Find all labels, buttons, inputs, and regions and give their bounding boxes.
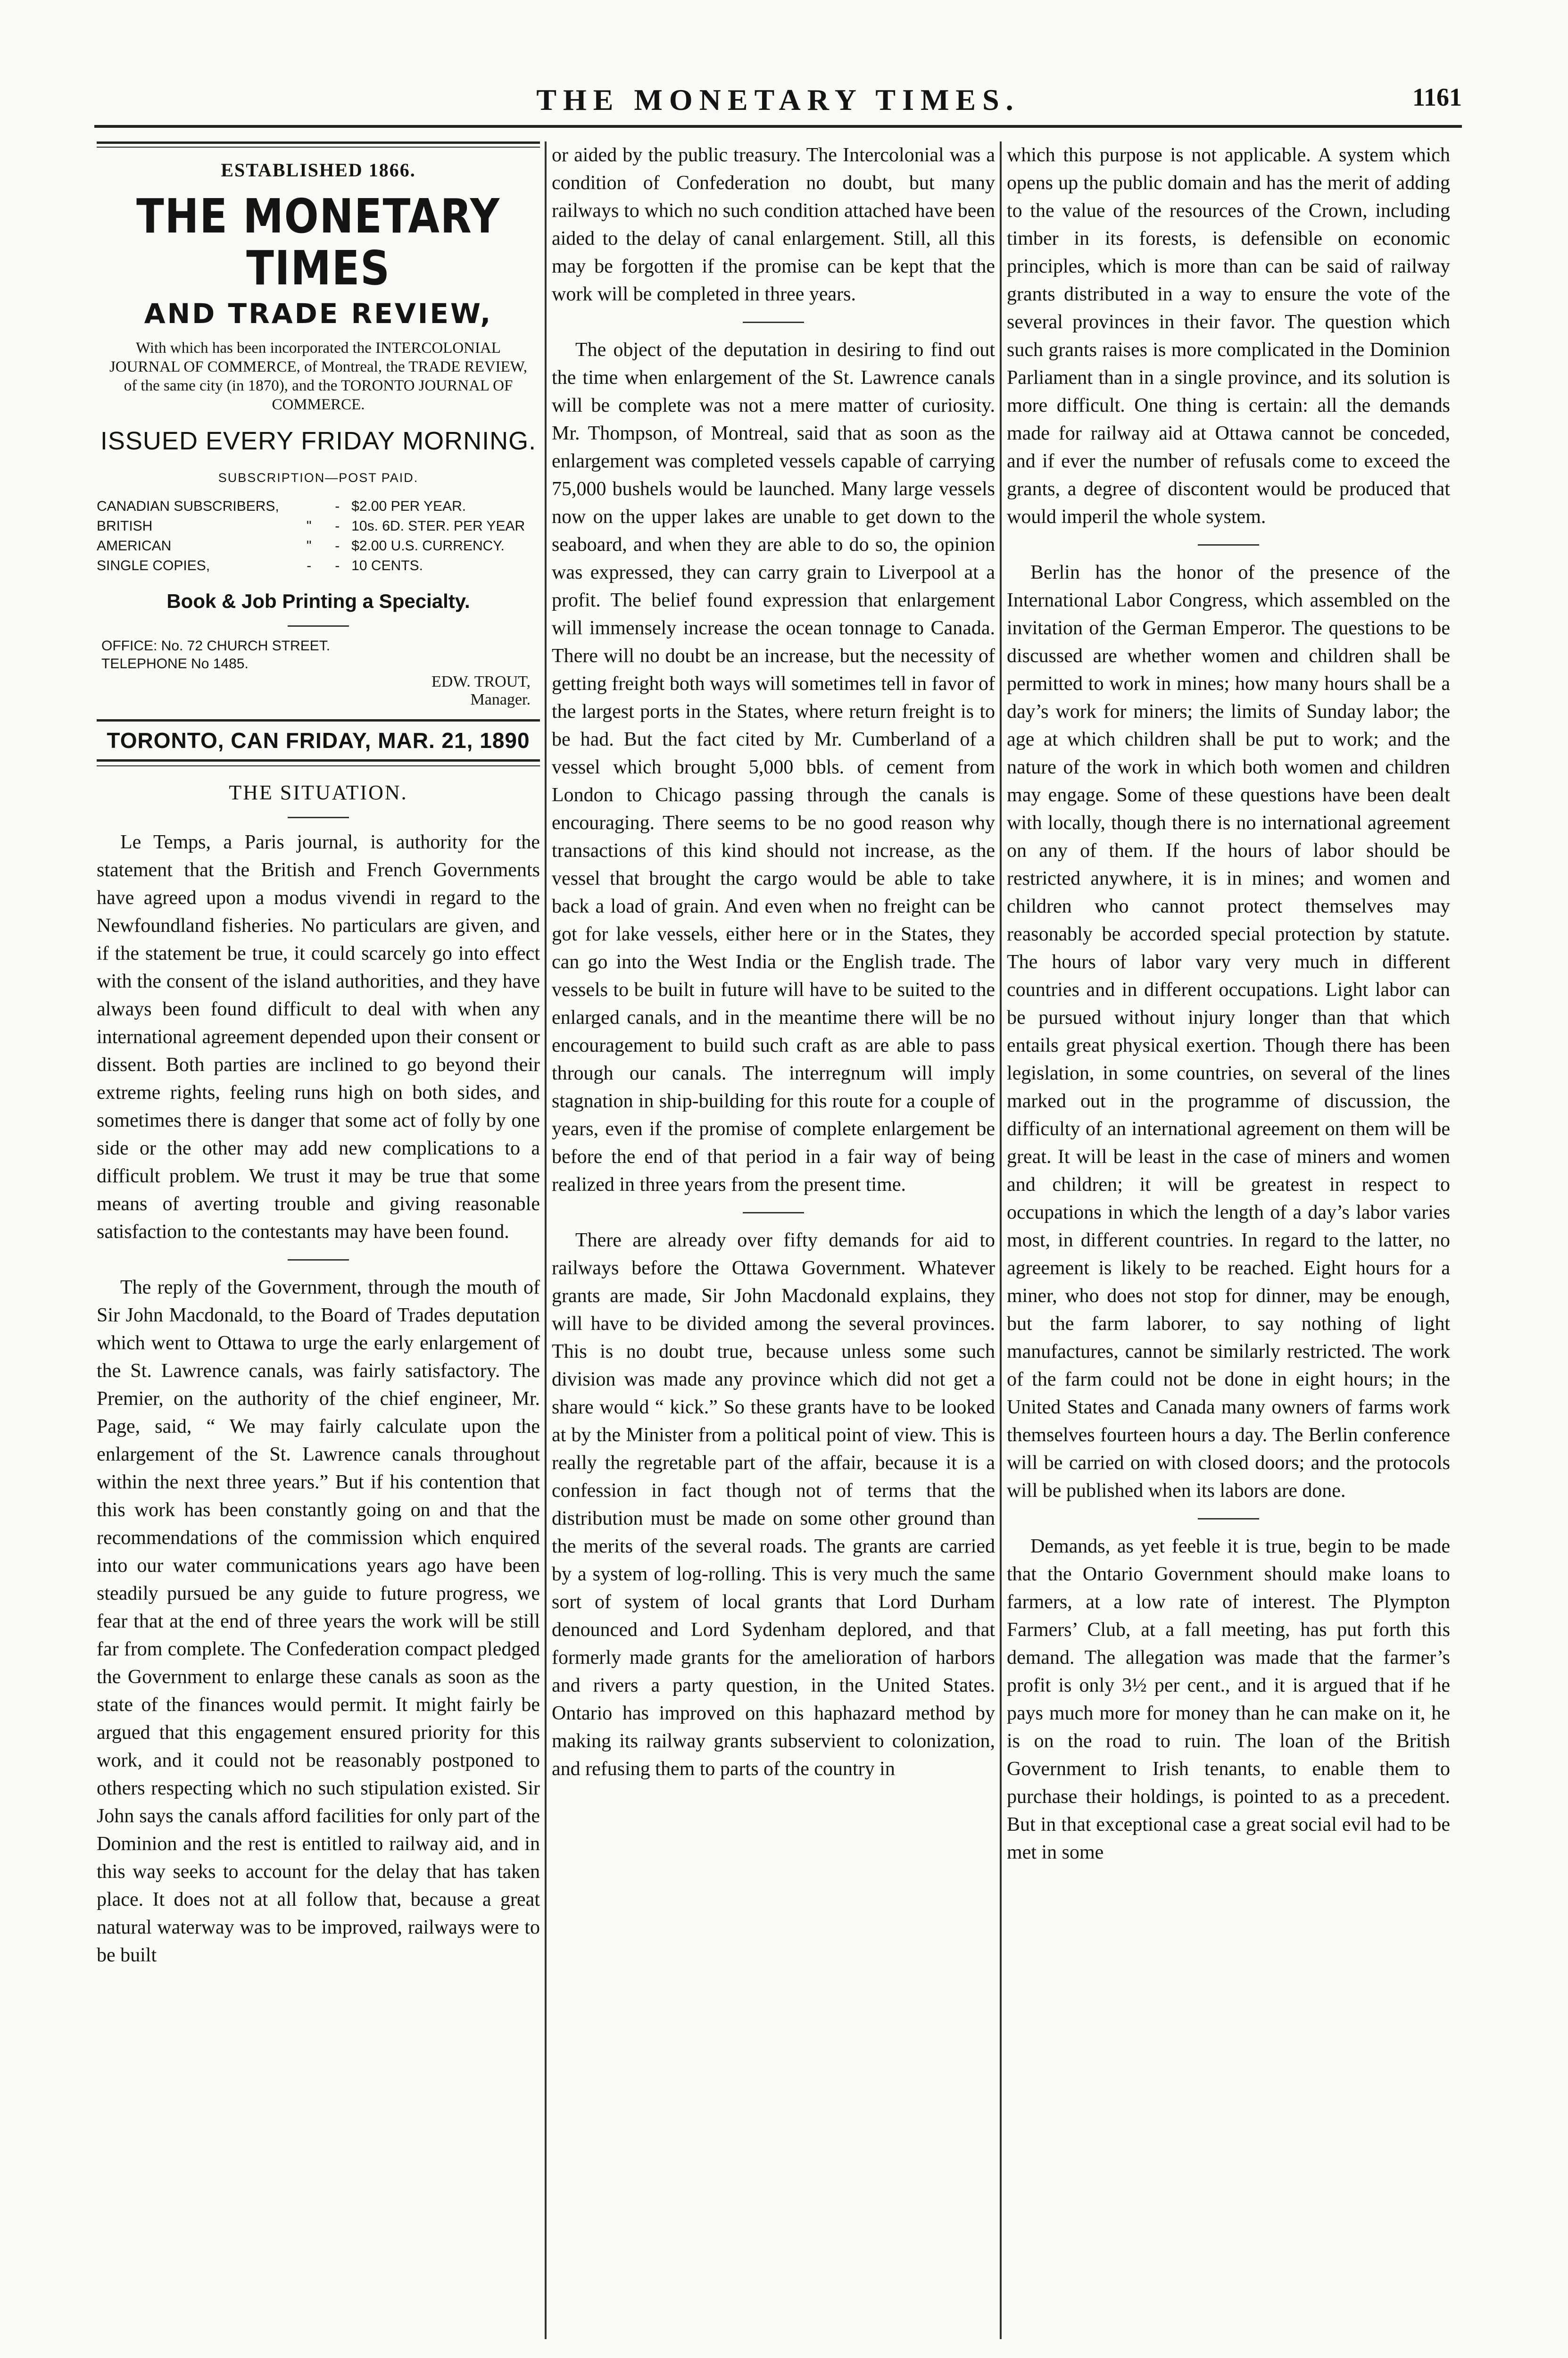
separator-rule — [288, 1259, 349, 1261]
dateline: TORONTO, CAN FRIDAY, MAR. 21, 1890 — [97, 719, 540, 762]
article-paragraph: Le Temps, a Paris journal, is authority for the statement that the British and French Governments have agreed upon a modus vivendi in regard to the Newfoundland fisheries. No particulars are given, and if the statement be true, it could scarcely go into effect with the consent of the island authorities, and they have always been found difficult to deal with when any international agreement depended upon their consent or dissent. Both parties are inclined to go beyond their extreme rights, feeling runs high on both sides, and sometimes there is danger that some act of folly by one side or the other may add new complications to a difficult problem. We trust it may be true that some means of averting trouble and giving reasonable satisfaction to the contestants may have been found. — [97, 831, 540, 1243]
article-paragraph: Berlin has the honor of the presence of the International Labor Congress, which assembled on the invitation of the German Emperor. The questions to be discussed are whether women and children shall be permitted to work in mines; how many hours shall be a day’s work for miners; the limits of Sunday labor; the age at which children shall be put to work; and the nature of the work in which both women and children may engage. Some of these questions have been dealt with locally, though there is no international agreement on any of them. If the hours of labor should be restricted anywhere, it is in mines; and women and children who cannot protect themselves may reasonably be accorded special protection by statute. The hours of labor vary very much in different countries and in different occupations. Light labor can be pursued without injury longer than that which entails great physical exertion. Though there has been legislation, in some countries, on several of the lines marked out in the programme of discussion, the difficulty of an international agreement on them will be great. It will be least in the case of miners and women and children; it will be greatest in respect to occupations in which the length of a day’s labor varies most, in different countries. In regard to the latter, no agreement is likely to be reached. Eight hours for a miner, who does not stop for dinner, may be enough, but the farm laborer, to say nothing of light manufactures, cannot be similarly restricted. The work of the farm could not be done in eight hours; in the United States and Canada many owners of farms work themselves fourteen hours a day. The Berlin conference will be carried on with closed doors; and the protocols will be published when its labors are done. — [1007, 562, 1450, 1502]
manager-title: Manager. — [470, 691, 531, 708]
printing-specialty: Book & Job Printing a Specialty. — [166, 590, 470, 612]
masthead-subtitle: AND TRADE REVIEW, — [144, 298, 493, 330]
article-paragraph: There are already over fifty demands for aid to railways before the Ottawa Government. Whatever grants are made, Sir John Macdonald explains, they will have to be divided among the several provinces. This is no doubt true, because unless some such division was made any province which did not get a share would “ kick.” So these grants have to be looked at by the Minister from a political point of view. This is really the regretable part of the affair, because it is a confession in fact though not of terms that the distribution must be made on some other ground than the merits of the several roads. The grants are carried by a system of log-rolling. This is very much the same sort of system of local grants that Lord Durham denounced and Lord Sydenham deplored, and that formerly made grants for the amelioration of harbors and rivers a party question, in the United States. Ontario has improved on this haphazard method by making its railway grants subservient to colonization, and refusing them to parts of the country in — [552, 1229, 995, 1780]
page-number: 1161 — [1412, 83, 1462, 111]
rate-row — [97, 516, 540, 536]
rate-price: 10s. 6D. STER. PER YEAR — [351, 518, 525, 534]
masthead-title: THE MONETARY TIMES — [136, 189, 500, 296]
masthead — [97, 141, 540, 766]
rate-dash: - — [335, 558, 340, 573]
separator-rule — [743, 1212, 804, 1213]
rate-label: SINGLE COPIES, — [97, 558, 210, 573]
rate-dash: - — [335, 518, 340, 534]
rate-mark: " — [306, 538, 312, 554]
rate-mark: - — [307, 558, 312, 573]
column-rule — [545, 141, 547, 2339]
rate-price: 10 CENTS. — [351, 558, 423, 573]
rate-row — [97, 536, 540, 556]
column-3 — [1007, 141, 1450, 2339]
article-paragraph: Demands, as yet feeble it is true, begin to be made that the Ontario Government should make loans to farmers, at a low rate of interest. The Plympton Farmers’ Club, at a fall meeting, has put forth this demand. The allegation was made that the farmer’s profit is only 3½ per cent., and it is argued that if he pays much more for money than he can make on it, he is on the road to ruin. The loan of the British Government to Irish tenants, to enable them to purchase their holdings, is pointed to as a precedent. But in that exceptional case a great social evil had to be met in some — [1007, 1536, 1450, 1863]
rate-dash: - — [335, 538, 340, 554]
rate-mark — [295, 497, 323, 516]
established-line: ESTABLISHED 1866. — [221, 159, 416, 181]
separator-rule — [1198, 544, 1259, 546]
article-paragraph: or aided by the public treasury. The Intercolonial was a condition of Confederation no doubt, but many railways to which no such condition attached have been aided to the delay of canal enlargement. Still, all this may be forgotten if the promise can be kept that the work will be completed in three years. — [552, 144, 995, 305]
article-paragraph: The object of the deputation in desiring to find out the time when enlargement of the St. Lawrence canals will be complete was not a mere matter of curiosity. Mr. Thompson, of Montreal, said that as soon as the enlargement was completed vessels capable of carrying 75,000 bushels would be launched. Many large vessels now on the upper lakes are unable to get down to the seaboard, and when they are able to do so, the opinion was expressed, they can carry grain to Liverpool at a profit. The belief found expression that enlargement will immensely increase the ocean tonnage to Canada. There will no doubt be an increase, but the necessity of getting freight both ways will sometimes tell in favor of the largest ports in the States, where return freight is to be had. But the fact cited by Mr. Cumberland of a vessel which brought 5,000 bbls. of cement from London to Chicago passing through the canals is encouraging. There seems to be no good reason why transactions of this kind should not increase, as the vessel that brought the cargo would be able to take back a load of grain. And even when no freight can be got for lake vessels, either here or in the States, they can go into the West India or the English trade. The vessels to be built in future will have to be suited to the enlarged canals, and in the meantime there will be no encouragement to build such craft as are able to pass through our canals. The interregnum will imply stagnation in ship-building for this route for a couple of years, even if the promise of complete enlargement be before the end of that period in a fair way of being realized in three years from the present time. — [552, 339, 995, 1196]
running-title: THE MONETARY TIMES. — [536, 83, 1020, 116]
separator-rule — [743, 322, 804, 323]
subscription-rates — [97, 497, 540, 576]
rate-price: $2.00 U.S. CURRENCY. — [351, 538, 505, 554]
issued-line: ISSUED EVERY FRIDAY MORNING. — [100, 427, 537, 455]
running-header — [94, 83, 1462, 128]
column-2 — [552, 141, 995, 2339]
rate-mark: " — [306, 518, 312, 534]
dateline-rule — [97, 765, 540, 766]
column-rule — [1000, 141, 1002, 2339]
separator-rule — [288, 817, 349, 818]
rate-price: $2.00 PER YEAR. — [351, 498, 466, 514]
column-1 — [97, 141, 540, 2339]
rate-row — [97, 497, 540, 516]
rate-label: CANADIAN SUBSCRIBERS, — [97, 498, 279, 514]
subscription-heading: SUBSCRIPTION—POST PAID. — [218, 471, 419, 485]
rate-label: BRITISH — [97, 518, 153, 534]
manager-name: EDW. TROUT, — [431, 673, 531, 690]
rate-label: AMERICAN — [97, 538, 172, 554]
separator-rule — [288, 625, 349, 627]
masthead-rule — [97, 141, 540, 148]
incorporation-note: With which has been incorporated the INTERCOLONIAL JOURNAL OF COMMERCE, of Montreal, the TRADE REVIEW, of the same city (in 1870), and the TORONTO JOURNAL OF COMMERCE. — [109, 340, 528, 413]
article-paragraph: which this purpose is not applicable. A system which opens up the public domain and has the merit of adding to the value of the resources of the Crown, including timber in its forests, is defensible on economic principles, which is more than can be said of railway grants distributed in a way to ensure the vote of the several provinces in their favor. The question which such grants raises is more complicated in the Dominion Parliament than in a single province, and its solution is more difficult. One thing is certain: all the demands made for railway aid at Ottawa cannot be conceded, and if ever the number of refusals come to exceed the grants, a degree of discontent would be produced that would imperil the whole system. — [1007, 144, 1450, 528]
office-address: OFFICE: No. 72 CHURCH STREET. — [101, 638, 331, 654]
rate-dash: - — [335, 498, 340, 514]
section-title: THE SITUATION. — [229, 781, 408, 804]
article-paragraph: The reply of the Government, through the mouth of Sir John Macdonald, to the Board of Trades deputation which went to Ottawa to urge the early enlargement of the St. Lawrence canals, was fairly satisfactory. The Premier, on the authority of the chief engineer, Mr. Page, said, “ We may fairly calculate upon the enlargement of the St. Lawrence canals throughout within the next three years.” But if his contention that this work has been constantly going on and that the recommendations of the commission which enquired into our water communications years ago have been steadily pursued be any guide to future progress, we fear that at the end of three years the work will be still far from complete. The Confederation compact pledged the Government to enlarge these canals as soon as the state of the finances would permit. It might fairly be argued that this engagement ensured priority for this work, and it could not be reasonably postponed to others respecting which no such stipulation existed. Sir John says the canals afford facilities for only part of the Dominion and the rest is entitled to railway aid, and in this way seeks to account for the delay that has taken place. It does not at all follow that, because a great natural waterway was to be improved, railways were to be built — [97, 1277, 540, 1966]
telephone-line: TELEPHONE No 1485. — [101, 656, 249, 672]
rate-row — [97, 556, 540, 576]
separator-rule — [1198, 1518, 1259, 1519]
